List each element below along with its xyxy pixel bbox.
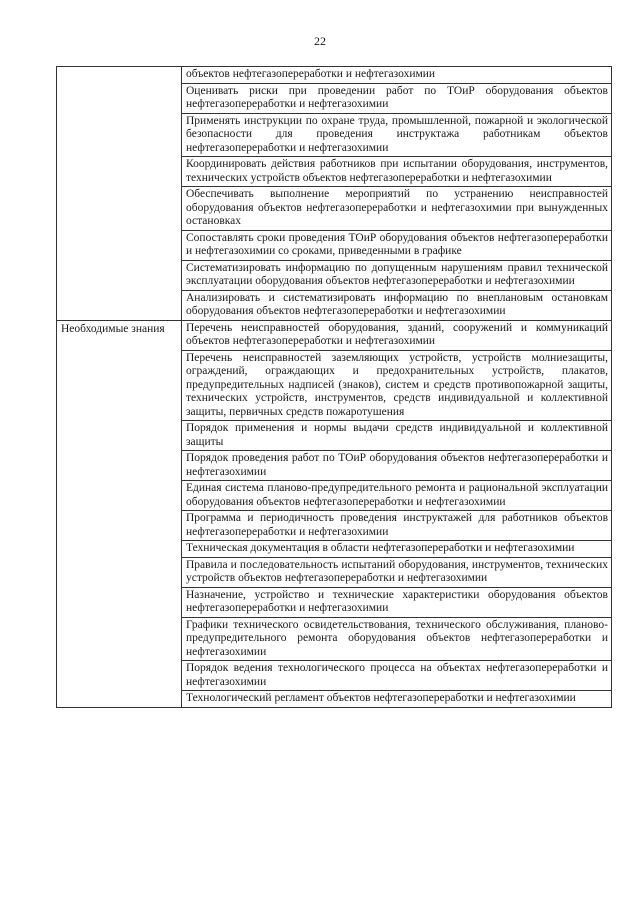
table-cell: Анализировать и систематизировать информацию по внеплановым остановкам оборудования объектов нефтегазопереработки и нефтегазохимии: [182, 290, 612, 320]
table-row: [57, 67, 612, 84]
page-number: 22: [314, 34, 326, 48]
requirements-table: [56, 66, 612, 708]
table-row: [57, 320, 612, 350]
ability-label-cell: [57, 67, 182, 321]
table-cell: Порядок проведения работ по ТОиР оборудования объектов нефтегазопереработки и нефтегазохимии: [182, 451, 612, 481]
table-cell: Обеспечивать выполнение мероприятий по устранению неисправностей оборудования объектов нефтегазопереработки и нефтегазохимии при вынужденных остановках: [182, 187, 612, 231]
knowledge-label-cell: [57, 320, 182, 707]
table-cell: Программа и периодичность проведения инструктажей для работников объектов нефтегазопереработки и нефтегазохимии: [182, 511, 612, 541]
table-cell: Правила и последовательность испытаний оборудования, инструментов, технических устройств объектов нефтегазопереработки и нефтегазохимии: [182, 557, 612, 587]
table-cell: Порядок ведения технологического процесса на объектах нефтегазопереработки и нефтегазохимии: [182, 661, 612, 691]
table-cell: Единая система планово-предупредительного ремонта и рациональной эксплуатации оборудования объектов нефтегазопереработки и нефтегазохимии: [182, 481, 612, 511]
table-cell: Координировать действия работников при испытании оборудования, инструментов, технических устройств объектов нефтегазопереработки и нефтегазохимии: [182, 157, 612, 187]
table-cell: Применять инструкции по охране труда, промышленной, пожарной и экологической безопасности для проведения инструктажа работникам объектов нефтегазопереработки и нефтегазохимии: [182, 113, 612, 157]
table-cell: объектов нефтегазопереработки и нефтегазохимии: [182, 67, 612, 84]
table-cell: Перечень неисправностей оборудования, зданий, сооружений и коммуникаций объектов нефтегазопереработки и нефтегазохимии: [182, 320, 612, 350]
table-cell: Техническая документация в области нефтегазопереработки и нефтегазохимии: [182, 541, 612, 558]
table-cell: Оценивать риски при проведении работ по ТОиР оборудования объектов нефтегазопереработки и нефтегазохимии: [182, 83, 612, 113]
table-cell: Систематизировать информацию по допущенным нарушениям правил технической эксплуатации оборудования объектов нефтегазопереработки и нефтегазохимии: [182, 260, 612, 290]
knowledge-label: Необходимые знания: [61, 322, 165, 335]
table-cell: Сопоставлять сроки проведения ТОиР оборудования объектов нефтегазопереработки и нефтегазохимии со сроками, приведенными в графике: [182, 230, 612, 260]
table-cell: Технологический регламент объектов нефтегазопереработки и нефтегазохимии: [182, 691, 612, 708]
table-cell: Перечень неисправностей заземляющих устройств, устройств молниезащиты, ограждений, ограждающих и предохранительных устройств, плакатов, предупредительных надписей (знаков), систем и средств противопожарной защиты, технических устройств, инструментов, средств индивидуальной и коллективной защиты, первичных средств пожаротушения: [182, 350, 612, 421]
table-cell: Назначение, устройство и технические характеристики оборудования объектов нефтегазопереработки и нефтегазохимии: [182, 587, 612, 617]
table-cell: Порядок применения и нормы выдачи средств индивидуальной и коллективной защиты: [182, 421, 612, 451]
table-cell: Графики технического освидетельствования, технического обслуживания, планово-предупредительного ремонта оборудования объектов нефтегазопереработки и нефтегазохимии: [182, 617, 612, 661]
